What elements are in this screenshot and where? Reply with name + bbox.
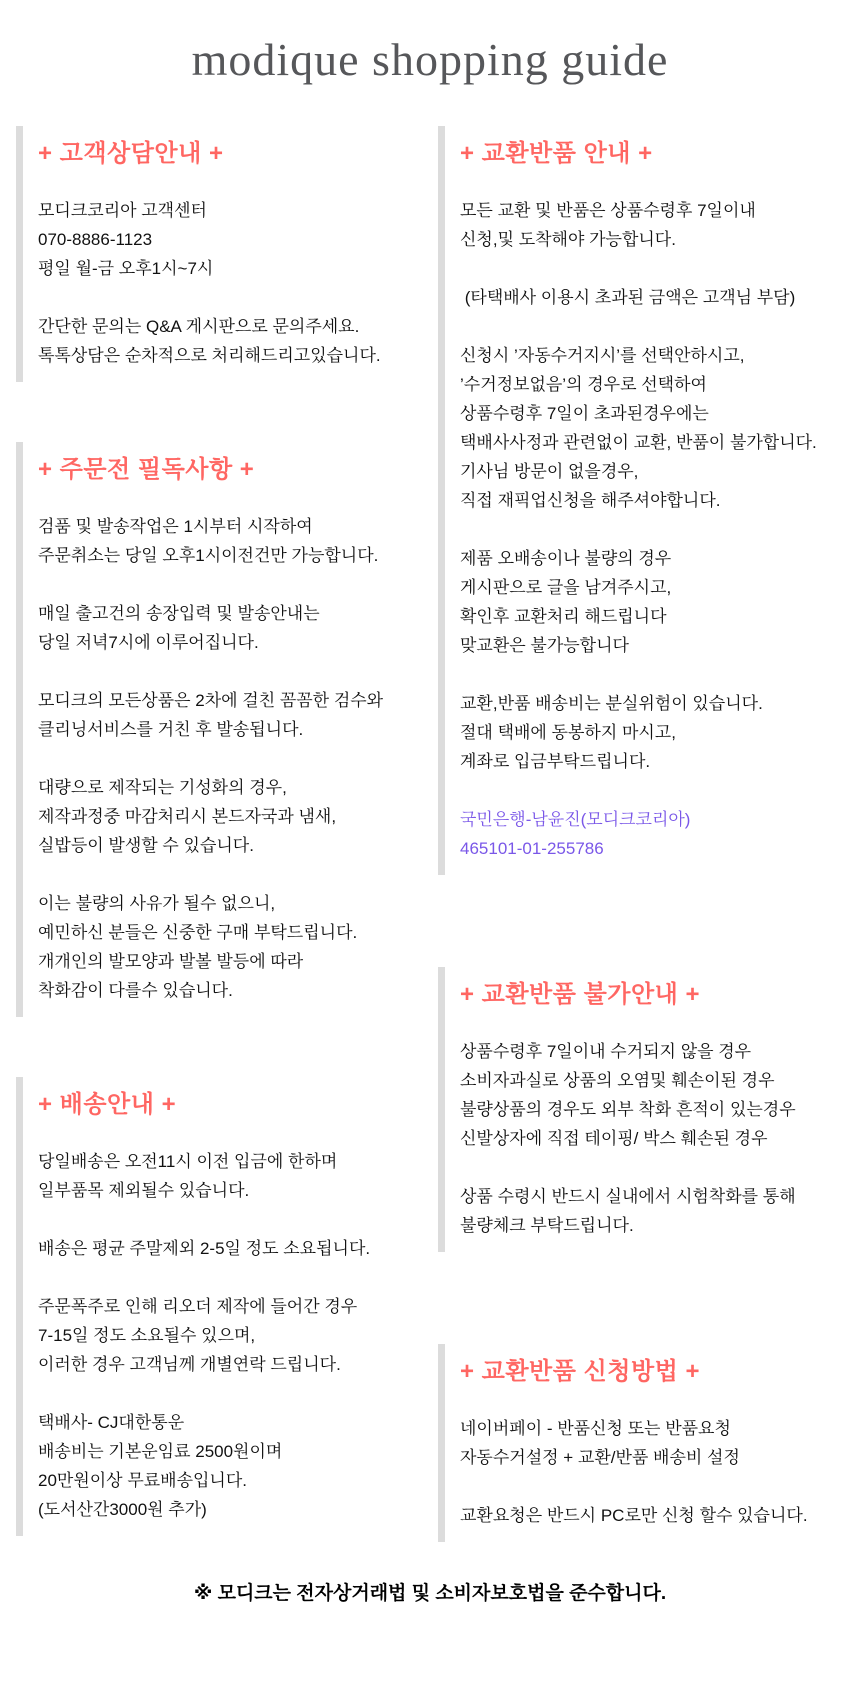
guide-text-line: 소비자과실로 상품의 오염및 훼손이된 경우 (460, 1071, 775, 1090)
guide-text-line: 직접 재픽업신청을 해주셔야합니다. (460, 491, 721, 510)
guide-text-line: 예민하신 분들은 신중한 구매 부탁드립니다. (38, 923, 358, 942)
guide-text-line: 기사님 방문이 없을경우, (460, 462, 639, 481)
guide-text-line: 모디크코리아 고객센터 (38, 201, 207, 220)
guide-paragraph (38, 1408, 416, 1524)
guide-text-line: 네이버페이 - 반품신청 또는 반품요청 (460, 1419, 731, 1438)
guide-text-line: 465101-01-255786 (460, 839, 604, 858)
guide-text-line: 교환,반품 배송비는 분실위험이 있습니다. (460, 694, 763, 713)
guide-text-line: 매일 출고건의 송장입력 및 발송안내는 (38, 604, 320, 623)
guide-paragraph (460, 1501, 850, 1530)
guide-text-line: 당일배송은 오전11시 이전 입금에 한하며 (38, 1152, 338, 1171)
guide-text-line: 상품수령후 7일이 초과된경우에는 (460, 404, 709, 423)
guide-text-line: 실밥등이 발생할 수 있습니다. (38, 836, 254, 855)
guide-paragraph (38, 773, 416, 860)
section-title-exchange-return-info: + 교환반품 안내 + (460, 140, 653, 167)
guide-text-line: 이는 불량의 사유가 될수 없으니, (38, 894, 276, 913)
guide-text-line: 070-8886-1123 (38, 230, 153, 249)
guide-text-line: 제품 오배송이나 불량의 경우 (460, 549, 672, 568)
guide-text-line: ’수거정보없음’의 경우로 선택하여 (460, 375, 707, 394)
section-exchange-return-how-to (438, 1344, 850, 1542)
page-title: modique shopping guide (191, 34, 669, 85)
guide-text-line: 게시판으로 글을 남겨주시고, (460, 578, 672, 597)
guide-text-line: 택배사사정과 관련없이 교환, 반품이 불가합니다. (460, 433, 817, 452)
guide-text-line: 착화감이 다를수 있습니다. (38, 981, 233, 1000)
footer-notice: ※ 모디크는 전자상거래법 및 소비자보호법을 준수합니다. (193, 1583, 667, 1604)
guide-paragraph (460, 196, 850, 254)
guide-text-line: 당일 저녁7시에 이루어집니다. (38, 633, 259, 652)
guide-paragraph (38, 1234, 416, 1263)
guide-text-line: 검품 및 발송작업은 1시부터 시작하여 (38, 517, 313, 536)
guide-paragraph (38, 686, 416, 744)
guide-text-line: 국민은행-남윤진(모디크코리아) (460, 810, 691, 829)
section-title-shipping-info: + 배송안내 + (38, 1091, 177, 1118)
guide-text-line: 모든 교환 및 반품은 상품수령후 7일이내 (460, 201, 756, 220)
guide-text-line: 20만원이상 무료배송입니다. (38, 1471, 247, 1490)
guide-text-line: 택배사- CJ대한통운 (38, 1413, 185, 1432)
guide-text-line: 클리닝서비스를 거친 후 발송됩니다. (38, 720, 304, 739)
guide-paragraph (460, 341, 850, 515)
guide-text-line: 배송은 평균 주말제외 2-5일 정도 소요됩니다. (38, 1239, 371, 1258)
guide-paragraph (38, 599, 416, 657)
guide-paragraph (38, 1147, 416, 1205)
guide-text-line: 신청,및 도착해야 가능합니다. (460, 230, 676, 249)
section-title-exchange-return-how-to: + 교환반품 신청방법 + (460, 1358, 701, 1385)
guide-paragraph (38, 196, 416, 283)
guide-text-line: 상품수령후 7일이내 수거되지 않을 경우 (460, 1042, 752, 1061)
guide-paragraph (460, 1182, 850, 1240)
guide-text-line: 불량체크 부탁드립니다. (460, 1216, 634, 1235)
guide-paragraph (460, 1414, 850, 1472)
right-column (438, 126, 850, 1542)
section-title-pre-order-must-read: + 주문전 필독사항 + (38, 456, 255, 483)
guide-text-line: 주문취소는 당일 오후1시이전건만 가능합니다. (38, 546, 379, 565)
guide-columns (0, 126, 860, 1542)
guide-text-line: 신청시 ’자동수거지시’를 선택안하시고, (460, 346, 745, 365)
bank-account-info (460, 805, 850, 863)
guide-text-line: 제작과정중 마감처리시 본드자국과 냄새, (38, 807, 337, 826)
section-pre-order-must-read (16, 442, 416, 1017)
guide-paragraph (38, 1292, 416, 1379)
guide-text-line: 주문폭주로 인해 리오더 제작에 들어간 경우 (38, 1297, 358, 1316)
guide-text-line: 계좌로 입금부탁드립니다. (460, 752, 651, 771)
guide-paragraph (460, 1037, 850, 1153)
guide-text-line: 개개인의 발모양과 발볼 발등에 따라 (38, 952, 304, 971)
guide-paragraph (38, 889, 416, 1005)
section-customer-service-info (16, 126, 416, 382)
guide-text-line: 배송비는 기본운임료 2500원이며 (38, 1442, 283, 1461)
section-title-exchange-return-not-allowed: + 교환반품 불가안내 + (460, 981, 701, 1008)
section-exchange-return-info (438, 126, 850, 875)
guide-text-line: 대량으로 제작되는 기성화의 경우, (38, 778, 287, 797)
guide-text-line: 이러한 경우 고객님께 개별연락 드립니다. (38, 1355, 341, 1374)
section-title-customer-service-info: + 고객상담안내 + (38, 140, 224, 167)
left-column (16, 126, 416, 1536)
section-shipping-info (16, 1077, 416, 1536)
guide-text-line: 모디크의 모든상품은 2차에 걸친 꼼꼼한 검수와 (38, 691, 384, 710)
guide-text-line: 자동수거설정 + 교환/반품 배송비 설정 (460, 1448, 740, 1467)
guide-text-line: 일부품목 제외될수 있습니다. (38, 1181, 250, 1200)
guide-text-line: 절대 택배에 동봉하지 마시고, (460, 723, 676, 742)
guide-text-line: 교환요청은 반드시 PC로만 신청 할수 있습니다. (460, 1506, 808, 1525)
guide-text-line: 평일 월-금 오후1시~7시 (38, 259, 214, 278)
guide-text-line: 7-15일 정도 소요될수 있으며, (38, 1326, 256, 1345)
guide-text-line: (도서산간3000원 추가) (38, 1500, 207, 1519)
guide-paragraph (38, 312, 416, 370)
guide-paragraph (38, 512, 416, 570)
guide-text-line: 상품 수령시 반드시 실내에서 시험착화를 통해 (460, 1187, 796, 1206)
guide-text-line: 톡톡상담은 순차적으로 처리해드리고있습니다. (38, 346, 381, 365)
guide-paragraph (460, 544, 850, 660)
section-exchange-return-not-allowed (438, 967, 850, 1252)
guide-text-line: 간단한 문의는 Q&A 게시판으로 문의주세요. (38, 317, 360, 336)
guide-text-line: 확인후 교환처리 해드립니다 (460, 607, 667, 626)
guide-paragraph (460, 689, 850, 776)
guide-text-line: (타택배사 이용시 초과된 금액은 고객님 부담) (460, 288, 796, 307)
guide-paragraph (460, 283, 850, 312)
guide-text-line: 맞교환은 불가능합니다 (460, 636, 629, 655)
guide-text-line: 불량상품의 경우도 외부 착화 흔적이 있는경우 (460, 1100, 796, 1119)
guide-text-line: 신발상자에 직접 테이핑/ 박스 훼손된 경우 (460, 1129, 768, 1148)
